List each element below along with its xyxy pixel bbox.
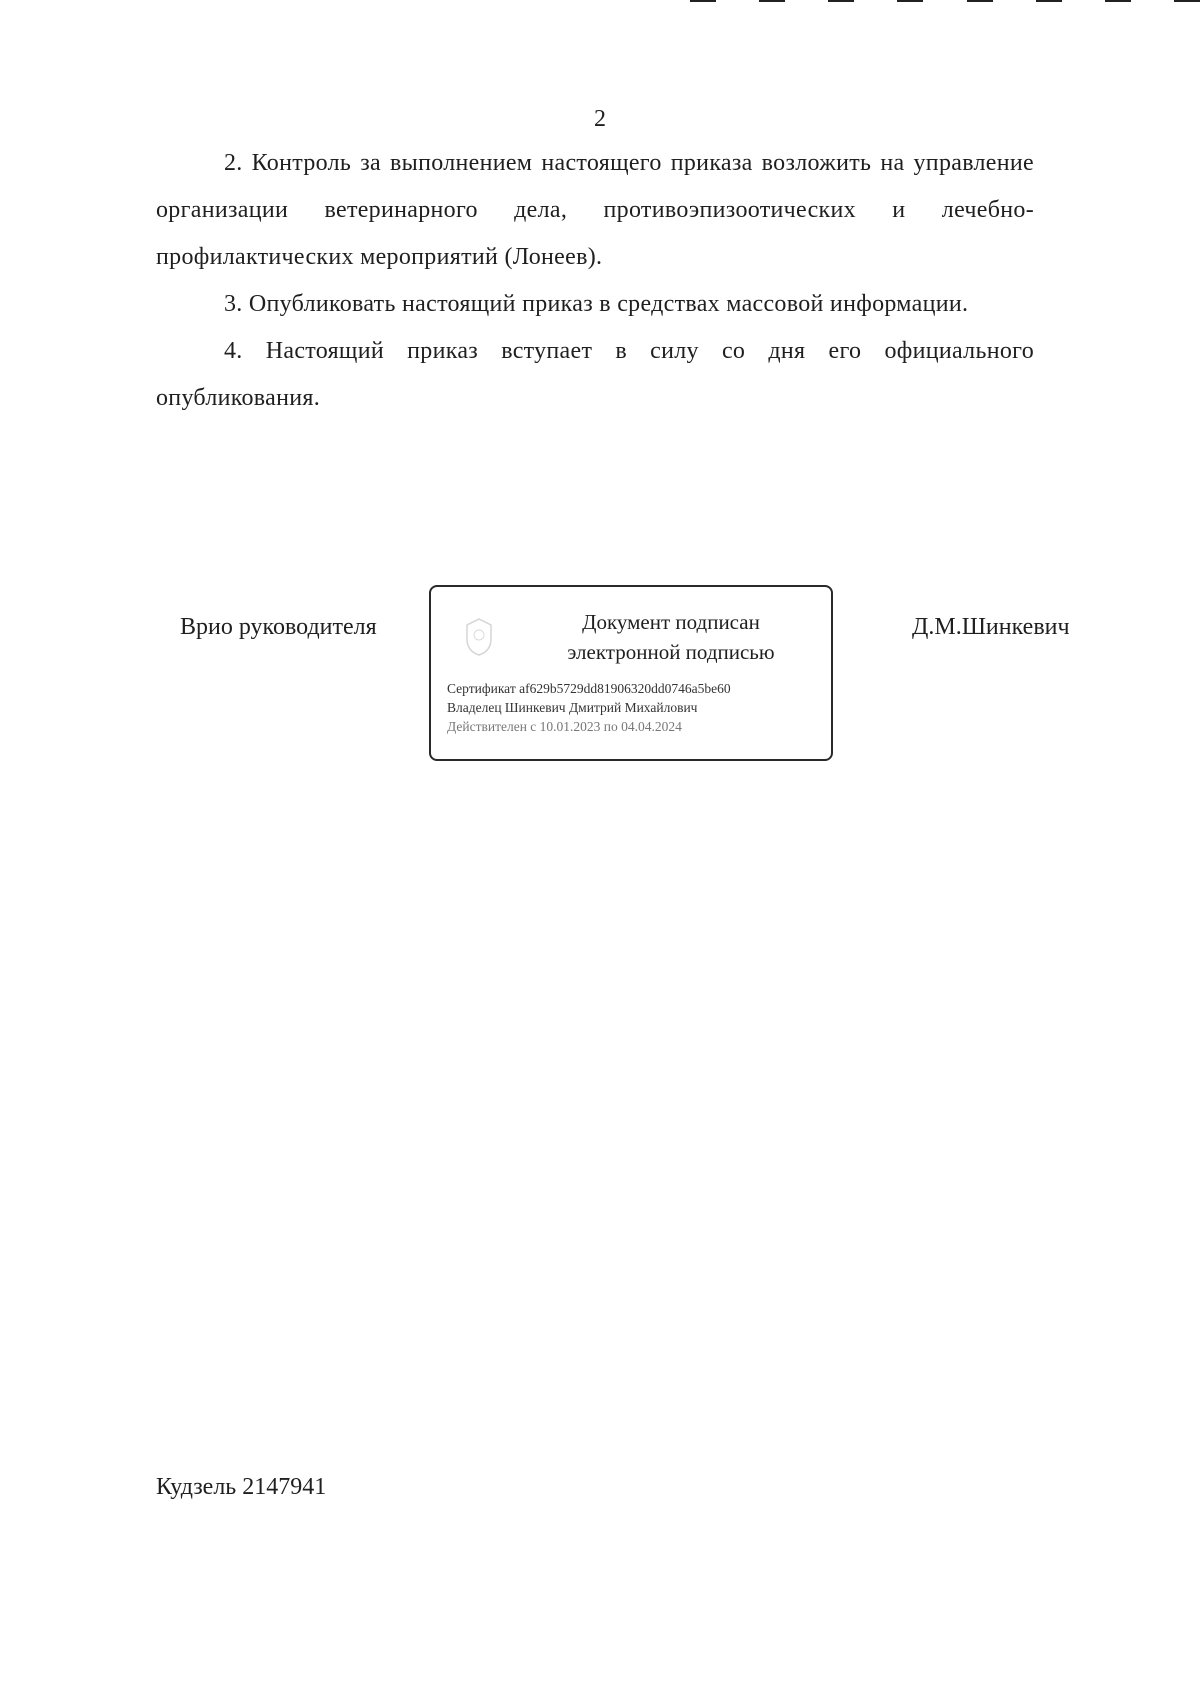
esign-title-line1: Документ подписан [582, 610, 760, 634]
paragraph-3: 3. Опубликовать настоящий приказ в средствах массовой информации. [224, 291, 969, 317]
paragraph-2: 2. Контроль за выполнением настоящего приказа возложить на управление организации ветеринарного дела, противоэпизоотических и лечебно-профилактических мероприятий (Лонеев). [156, 150, 1034, 270]
executor-note: Кудзель 2147941 [156, 1474, 327, 1500]
esign-title [531, 607, 811, 667]
esign-details [447, 679, 819, 736]
signer-name: Д.М.Шинкевич [912, 614, 1070, 640]
esign-certificate: Сертификат af629b5729dd81906320dd0746a5be60 [447, 681, 731, 696]
signer-position: Врио руководителя [180, 614, 377, 640]
electronic-signature-stamp [429, 585, 833, 761]
signature-block [0, 612, 1200, 792]
coat-of-arms-icon [461, 617, 497, 657]
page-number: 2 [594, 106, 606, 132]
esign-owner: Владелец Шинкевич Дмитрий Михайлович [447, 700, 698, 715]
order-body-text [156, 140, 1034, 422]
scan-edge-marks [690, 0, 1200, 4]
esign-title-line2: электронной подписью [567, 640, 775, 664]
esign-validity: Действителен с 10.01.2023 по 04.04.2024 [447, 719, 682, 734]
paragraph-4: 4. Настоящий приказ вступает в силу со дня его официального опубликования. [156, 338, 1034, 411]
